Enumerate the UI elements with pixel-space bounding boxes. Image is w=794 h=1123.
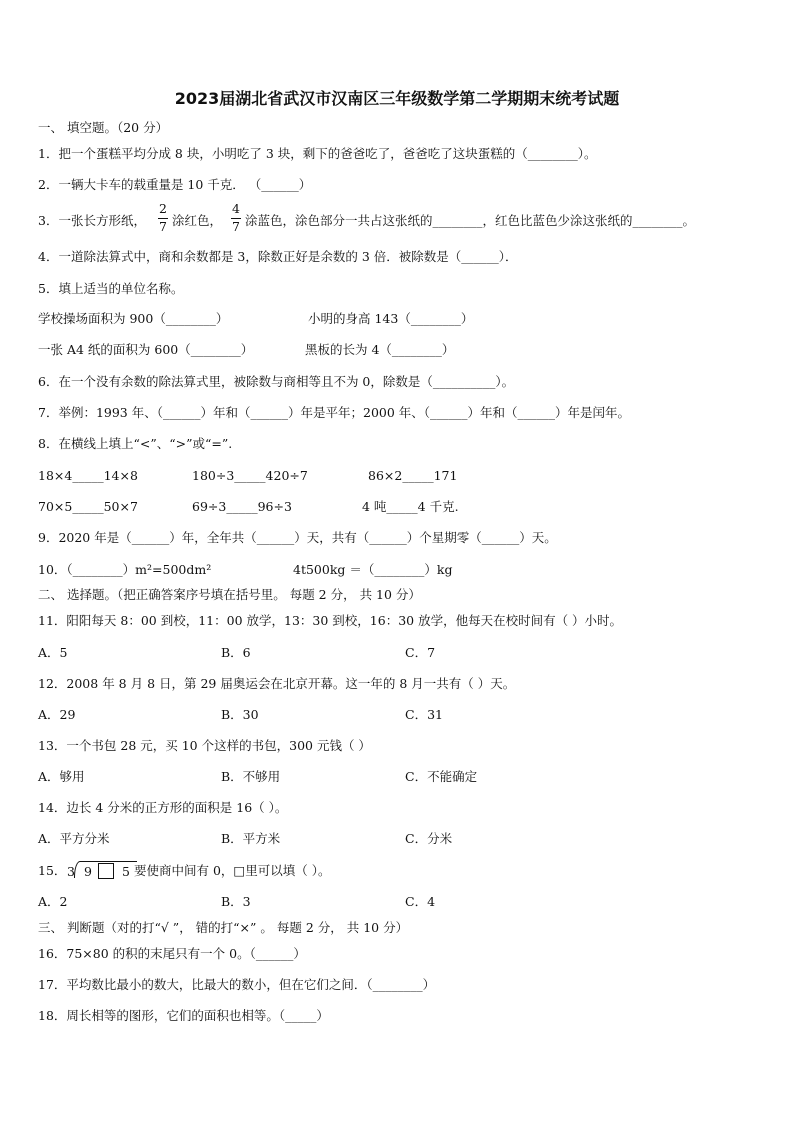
question-8b: 180÷3_____420÷7: [192, 468, 308, 483]
question-3-start: 3．一张长方形纸，: [38, 213, 146, 228]
question-12-option-a: A．29: [38, 707, 76, 722]
question-12: 12．2008 年 8 月 8 日，第 29 届奥运会在北京开幕。这一年的 8 月一共有（ ）天。: [38, 676, 516, 691]
page-title: 2023届湖北省武汉市汉南区三年级数学第二学期期末统考试题: [174, 89, 620, 108]
question-15-text: 要使商中间有 0，□里可以填（ ）。: [134, 863, 331, 878]
question-6: 6．在一个没有余数的除法算式里，被除数与商相等且不为 0，除数是（__________）。: [38, 374, 515, 389]
long-division-divisor: 3: [67, 864, 75, 879]
question-5b: 小明的身高 143（________）: [308, 311, 474, 326]
section-heading-true-false: 三、 判断题（对的打“√ ”， 错的打“×” 。 每题 2 分， 共 10 分）: [38, 920, 409, 935]
question-15-option-a: A．2: [38, 894, 68, 909]
question-14-option-b: B．平方米: [221, 831, 281, 846]
question-3-middle: 涂红色，: [172, 213, 223, 228]
question-5d: 黑板的长为 4（________）: [305, 342, 455, 357]
fraction-two-sevenths: [158, 203, 168, 233]
question-13-option-c: C．不能确定: [405, 769, 478, 784]
question-8c: 86×2_____171: [368, 468, 458, 483]
question-12-option-c: C．31: [405, 707, 443, 722]
long-division-digit-2: 5: [122, 864, 130, 879]
fraction-denominator: 7: [232, 218, 240, 234]
blank-square-box: [98, 863, 114, 879]
question-8e: 69÷3_____96÷3: [192, 499, 292, 514]
question-15-number: 15．: [38, 863, 67, 878]
question-8d: 70×5_____50×7: [38, 499, 138, 514]
question-5a: 学校操场面积为 900（________）: [38, 311, 229, 326]
long-division-digit-1: 9: [84, 864, 92, 879]
question-11-option-a: A．5: [38, 645, 68, 660]
question-3-end: 涂蓝色，涂色部分一共占这张纸的________，红色比蓝色少涂这张纸的________。: [245, 213, 696, 228]
question-11-option-c: C．7: [405, 645, 436, 660]
question-11-option-b: B．6: [221, 645, 251, 660]
question-11: 11．阳阳每天 8：00 到校，11：00 放学，13：30 到校，16：30 放学，他每天在校时间有（ ）小时。: [38, 613, 623, 628]
question-15-option-b: B．3: [221, 894, 251, 909]
question-5: 5．填上适当的单位名称。: [38, 281, 184, 296]
question-15-option-c: C．4: [405, 894, 436, 909]
question-9: 9．2020 年是（______）年，全年共（______）天，共有（______）个星期零（______）天。: [38, 530, 557, 545]
question-17: 17．平均数比最小的数大，比最大的数小，但在它们之间．（________）: [38, 977, 436, 992]
question-16: 16．75×80 的积的末尾只有一个 0。（______）: [38, 946, 306, 961]
question-13: 13．一个书包 28 元，买 10 个这样的书包，300 元钱（ ）: [38, 738, 371, 753]
fraction-numerator: 2: [159, 201, 167, 216]
question-8a: 18×4_____14×8: [38, 468, 138, 483]
question-10a: 10．（________）m²=500dm²: [38, 562, 212, 577]
fraction-denominator: 7: [159, 218, 167, 234]
fraction-four-sevenths: [231, 203, 241, 233]
question-12-option-b: B．30: [221, 707, 259, 722]
question-13-option-b: B．不够用: [221, 769, 281, 784]
question-13-option-a: A．够用: [38, 769, 85, 784]
question-2: 2．一辆大卡车的载重量是 10 千克． （______）: [38, 177, 312, 192]
question-14-option-c: C．分米: [405, 831, 453, 846]
question-1: 1．把一个蛋糕平均分成 8 块，小明吃了 3 块，剩下的爸爸吃了，爸爸吃了这块蛋糕的（________）。: [38, 146, 597, 161]
section-heading-choice: 二、 选择题。（把正确答案序号填在括号里。 每题 2 分， 共 10 分）: [38, 587, 421, 602]
question-14-option-a: A．平方分米: [38, 831, 110, 846]
section-heading-fill-in: 一、 填空题。（20 分）: [38, 120, 169, 135]
fraction-numerator: 4: [232, 201, 240, 216]
question-8: 8．在横线上填上“<”、“>”或“=”.: [38, 436, 233, 451]
question-14: 14．边长 4 分米的正方形的面积是 16（ ）。: [38, 800, 288, 815]
question-7: 7．举例：1993 年、（______）年和（______）年是平年；2000 年、（______）年和（______）年是闰年。: [38, 405, 631, 420]
question-8f: 4 吨_____4 千克.: [362, 499, 459, 514]
question-4: 4．一道除法算式中，商和余数都是 3，除数正好是余数的 3 倍．被除数是（______）．: [38, 249, 518, 264]
question-10b: 4t500kg ＝（________）kg: [293, 562, 453, 577]
question-5c: 一张 A4 纸的面积为 600（________）: [38, 342, 254, 357]
question-18: 18．周长相等的图形，它们的面积也相等。（_____）: [38, 1008, 329, 1023]
